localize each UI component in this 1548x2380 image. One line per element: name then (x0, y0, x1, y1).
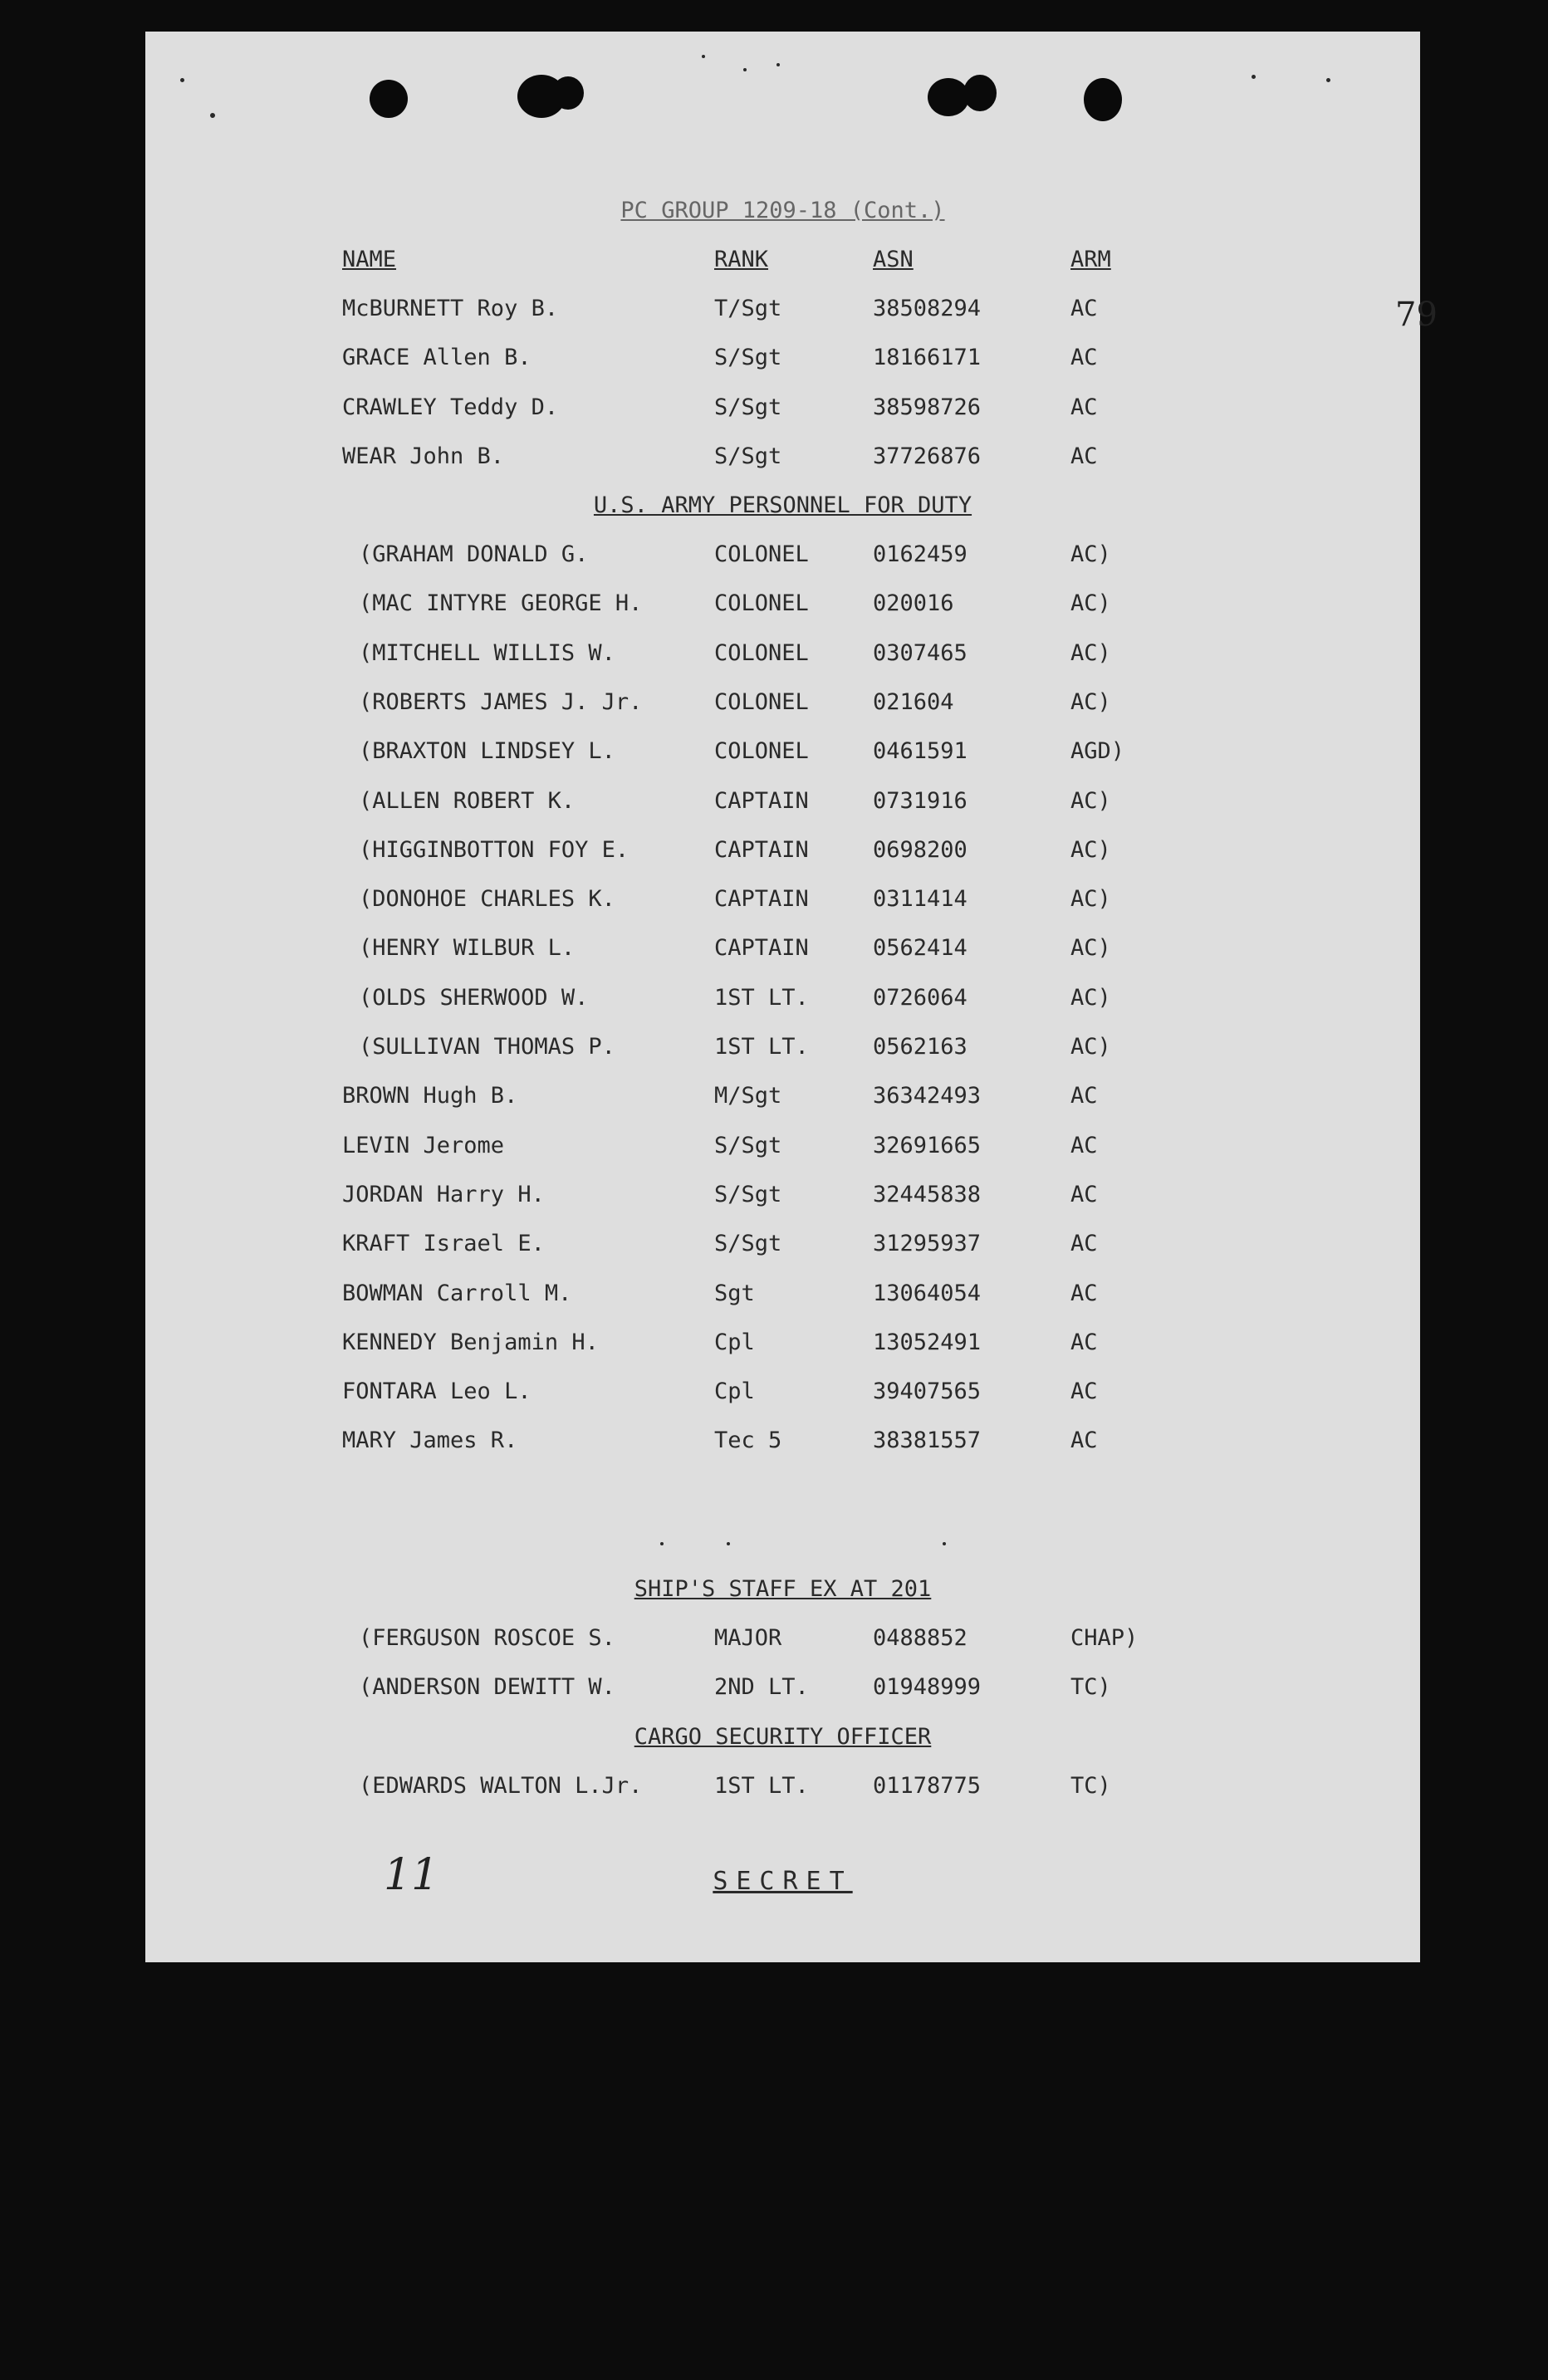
page-number: 79 (1395, 296, 1438, 334)
asn-cell: 0461591 (873, 738, 968, 765)
speck (180, 78, 184, 82)
table-row (145, 785, 1420, 818)
arm-cell: AC (1070, 1280, 1098, 1306)
asn-cell: 021604 (873, 688, 954, 715)
name-cell: BOWMAN Carroll M. (342, 1280, 572, 1306)
table-row (145, 440, 1420, 473)
table-row (145, 292, 1420, 326)
arm-cell: AC) (1070, 886, 1111, 913)
arm-cell: AC (1070, 443, 1098, 469)
asn-cell: 36342493 (873, 1083, 982, 1109)
rank-cell: 1ST LT. (714, 1034, 809, 1060)
arm-cell: AC (1070, 1329, 1098, 1355)
speck (1252, 75, 1256, 79)
arm-cell: TC) (1070, 1773, 1111, 1799)
asn-cell: 13064054 (873, 1280, 982, 1306)
table-row (145, 834, 1420, 867)
arm-cell: AC) (1070, 639, 1111, 666)
asn-cell: 01178775 (873, 1773, 982, 1799)
rank-cell: S/Sgt (714, 1231, 782, 1257)
name-cell: FONTARA Leo L. (342, 1379, 532, 1405)
name-cell: (FERGUSON ROSCOE S. (359, 1625, 615, 1651)
asn-cell: 13052491 (873, 1329, 982, 1355)
rank-cell: MAJOR (714, 1625, 782, 1651)
name-cell: BROWN Hugh B. (342, 1083, 518, 1109)
name-cell: McBURNETT Roy B. (342, 296, 559, 321)
name-cell: (HIGGINBOTTON FOY E. (359, 836, 629, 863)
name-cell: CRAWLEY Teddy D. (342, 394, 559, 420)
punch-hole (963, 75, 997, 111)
table-row (145, 391, 1420, 424)
table-row (145, 1277, 1420, 1310)
asn-cell: 0162459 (873, 541, 968, 567)
table-row (145, 341, 1420, 375)
speck (727, 1542, 730, 1545)
punch-hole (370, 80, 408, 118)
rank-cell: COLONEL (714, 738, 809, 765)
asn-cell: 0307465 (873, 639, 968, 666)
rank-cell: S/Sgt (714, 394, 782, 420)
arm-cell: AC (1070, 1083, 1098, 1109)
asn-cell: 0488852 (873, 1625, 968, 1651)
punch-hole (1084, 78, 1122, 121)
table-row (145, 883, 1420, 916)
asn-cell: 31295937 (873, 1231, 982, 1257)
section-heading-staff: SHIP'S STAFF EX AT 201 (634, 1576, 932, 1602)
header-arm: ARM (1070, 247, 1111, 272)
name-cell: (OLDS SHERWOOD W. (359, 984, 589, 1011)
asn-cell: 020016 (873, 590, 954, 617)
arm-cell: AGD) (1070, 738, 1125, 765)
asn-cell: 39407565 (873, 1379, 982, 1405)
table-row (145, 1770, 1420, 1803)
punch-hole (928, 78, 969, 116)
document-title: PC GROUP 1209-18 (Cont.) (620, 198, 945, 223)
speck (776, 63, 780, 66)
asn-cell: 01948999 (873, 1674, 982, 1701)
name-cell: (SULLIVAN THOMAS P. (359, 1034, 615, 1060)
arm-cell: AC) (1070, 688, 1111, 715)
speck (660, 1542, 664, 1545)
header-rank: RANK (714, 247, 769, 272)
section-heading-cargo: CARGO SECURITY OFFICER (634, 1724, 932, 1750)
asn-cell: 32445838 (873, 1181, 982, 1207)
asn-cell: 38508294 (873, 296, 982, 321)
asn-cell: 0731916 (873, 787, 968, 814)
rank-cell: 1ST LT. (714, 984, 809, 1011)
asn-cell: 0562414 (873, 935, 968, 962)
table-row (145, 1671, 1420, 1704)
table-row (145, 1622, 1420, 1655)
name-cell: LEVIN Jerome (342, 1132, 505, 1158)
speck (210, 113, 215, 118)
handwritten-mark: 11 (384, 1850, 439, 1900)
rank-cell: T/Sgt (714, 296, 782, 321)
rank-cell: Sgt (714, 1280, 755, 1306)
name-cell: KRAFT Israel E. (342, 1231, 545, 1257)
arm-cell: TC) (1070, 1674, 1111, 1701)
name-cell: (DONOHOE CHARLES K. (359, 886, 615, 913)
rank-cell: CAPTAIN (714, 836, 809, 863)
table-row (145, 982, 1420, 1015)
asn-cell: 37726876 (873, 443, 982, 469)
rank-cell: COLONEL (714, 688, 809, 715)
speck (1326, 78, 1330, 82)
name-cell: (GRAHAM DONALD G. (359, 541, 589, 567)
document-page (145, 32, 1438, 1962)
rank-cell: Tec 5 (714, 1428, 782, 1454)
rank-cell: COLONEL (714, 541, 809, 567)
name-cell: (ANDERSON DEWITT W. (359, 1674, 615, 1701)
punch-hole (552, 76, 584, 110)
header-asn: ASN (873, 247, 914, 272)
name-cell: KENNEDY Benjamin H. (342, 1329, 599, 1355)
name-cell: JORDAN Harry H. (342, 1181, 545, 1207)
speck (702, 55, 705, 58)
asn-cell: 18166171 (873, 345, 982, 371)
speck (743, 68, 747, 71)
name-cell: (BRAXTON LINDSEY L. (359, 738, 615, 765)
arm-cell: AC (1070, 1181, 1098, 1207)
arm-cell: CHAP) (1070, 1625, 1139, 1651)
table-row (145, 637, 1420, 670)
rank-cell: S/Sgt (714, 443, 782, 469)
arm-cell: AC (1070, 1231, 1098, 1257)
asn-cell: 0562163 (873, 1034, 968, 1060)
rank-cell: CAPTAIN (714, 787, 809, 814)
header-name: NAME (342, 247, 397, 272)
classification-mark: SECRET (713, 1867, 853, 1896)
name-cell: (EDWARDS WALTON L.Jr. (359, 1773, 643, 1799)
speck (943, 1542, 946, 1545)
arm-cell: AC) (1070, 836, 1111, 863)
asn-cell: 0311414 (873, 886, 968, 913)
arm-cell: AC (1070, 1132, 1098, 1158)
arm-cell: AC) (1070, 590, 1111, 617)
table-row (145, 1129, 1420, 1163)
table-row (145, 1178, 1420, 1212)
rank-cell: S/Sgt (714, 345, 782, 371)
rank-cell: 1ST LT. (714, 1773, 809, 1799)
table-row (145, 1375, 1420, 1408)
table-row (145, 686, 1420, 719)
table-row (145, 1326, 1420, 1359)
asn-cell: 0726064 (873, 984, 968, 1011)
arm-cell: AC) (1070, 1034, 1111, 1060)
name-cell: WEAR John B. (342, 443, 505, 469)
rank-cell: Cpl (714, 1379, 755, 1405)
table-row (145, 1031, 1420, 1064)
asn-cell: 38381557 (873, 1428, 982, 1454)
rank-cell: CAPTAIN (714, 886, 809, 913)
column-headers (145, 243, 1420, 277)
arm-cell: AC) (1070, 541, 1111, 567)
arm-cell: AC) (1070, 935, 1111, 962)
name-cell: (ROBERTS JAMES J. Jr. (359, 688, 643, 715)
table-row (145, 1227, 1420, 1261)
name-cell: (HENRY WILBUR L. (359, 935, 576, 962)
name-cell: MARY James R. (342, 1428, 518, 1454)
table-row (145, 735, 1420, 768)
arm-cell: AC) (1070, 787, 1111, 814)
rank-cell: S/Sgt (714, 1181, 782, 1207)
rank-cell: Cpl (714, 1329, 755, 1355)
rank-cell: COLONEL (714, 639, 809, 666)
rank-cell: S/Sgt (714, 1132, 782, 1158)
asn-cell: 38598726 (873, 394, 982, 420)
arm-cell: AC (1070, 1428, 1098, 1454)
rank-cell: M/Sgt (714, 1083, 782, 1109)
arm-cell: AC (1070, 394, 1098, 420)
table-row (145, 587, 1420, 620)
asn-cell: 0698200 (873, 836, 968, 863)
table-row (145, 1080, 1420, 1113)
table-row (145, 1424, 1420, 1457)
section-heading-duty: U.S. ARMY PERSONNEL FOR DUTY (593, 492, 972, 518)
name-cell: (MAC INTYRE GEORGE H. (359, 590, 643, 617)
arm-cell: AC (1070, 345, 1098, 371)
rank-cell: 2ND LT. (714, 1674, 809, 1701)
name-cell: GRACE Allen B. (342, 345, 532, 371)
arm-cell: AC (1070, 296, 1098, 321)
name-cell: (ALLEN ROBERT K. (359, 787, 576, 814)
table-row (145, 932, 1420, 965)
table-row (145, 538, 1420, 571)
arm-cell: AC (1070, 1379, 1098, 1405)
asn-cell: 32691665 (873, 1132, 982, 1158)
arm-cell: AC) (1070, 984, 1111, 1011)
rank-cell: CAPTAIN (714, 935, 809, 962)
name-cell: (MITCHELL WILLIS W. (359, 639, 615, 666)
rank-cell: COLONEL (714, 590, 809, 617)
